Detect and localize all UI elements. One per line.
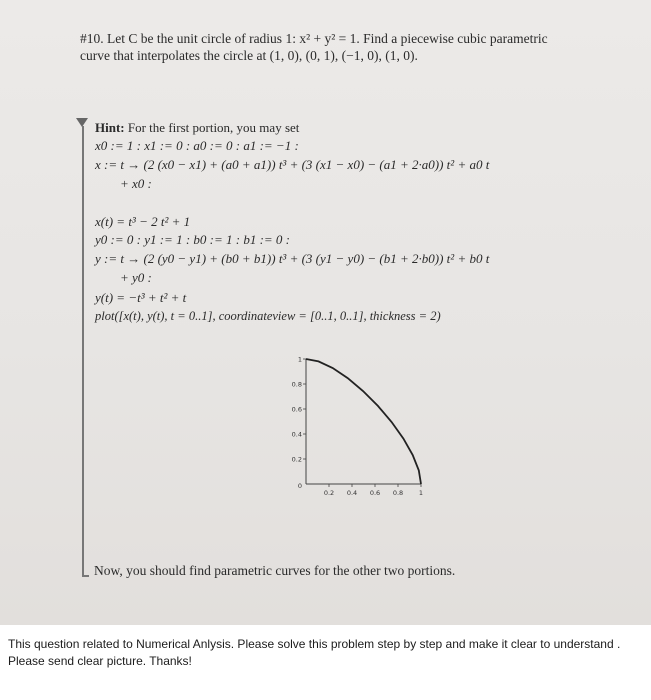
hint-label: Hint: xyxy=(95,120,125,135)
hint-line-8: y(t) = −t³ + t² + t xyxy=(95,290,187,305)
y-tick-label: 1 xyxy=(297,355,302,364)
x-tick-label: 0.2 xyxy=(323,489,335,497)
problem-line-1: #10. Let C be the unit circle of radius 1: x² + y² = 1. Find a piecewise cubic parametric xyxy=(80,31,548,46)
y-tick-label: 0.6 xyxy=(291,405,302,414)
closing-instruction: Now, you should find parametric curves for the other two portions. xyxy=(94,563,456,578)
series-line xyxy=(306,359,421,484)
hint-line-9: plot([x(t), y(t), t = 0..1], coordinateview = [0..1, 0..1], thickness = 2) xyxy=(95,309,441,323)
section-bracket xyxy=(82,126,89,577)
hint-intro: For the first portion, you may set xyxy=(124,120,300,135)
y-tick-label: 0.4 xyxy=(291,430,302,439)
parametric-plot xyxy=(288,352,438,500)
problem-statement xyxy=(80,30,640,64)
hint-line-7: + y0 : xyxy=(120,270,152,285)
problem-line-2: curve that interpolates the circle at (1, 0), (0, 1), (−1, 0), (1, 0). xyxy=(80,48,418,63)
hint-line-3: + x0 : xyxy=(120,176,152,191)
hint-line-6: y := t → (2 (y0 − y1) + (b0 + b1)) t³ + (3 (y1 − y0) − (b1 + 2·b0)) t² + b0 t xyxy=(95,251,490,266)
y-tick-label: 0.2 xyxy=(291,455,302,464)
x-tick-label: 0.6 xyxy=(369,489,381,497)
question-caption: This question related to Numerical Anlysis. Please solve this problem step by step and make it clear to understand . Please send clear picture. Thanks! xyxy=(8,637,621,668)
origin-label: 0 xyxy=(297,482,302,490)
hint-line-1: x0 := 1 : x1 := 0 : a0 := 0 : a1 := −1 : xyxy=(95,138,299,153)
x-tick-label: 1 xyxy=(418,489,424,497)
hint-line-2: x := t → (2 (x0 − x1) + (a0 + a1)) t³ + (3 (x1 − x0) − (a1 + 2·a0)) t² + a0 t xyxy=(95,157,490,172)
hint-line-4: x(t) = t³ − 2 t² + 1 xyxy=(95,214,191,229)
x-tick-label: 0.8 xyxy=(392,489,404,497)
hint-heading xyxy=(95,120,299,136)
y-tick-label: 0.8 xyxy=(291,380,302,389)
x-tick-label: 0.4 xyxy=(346,489,358,497)
hint-line-5: y0 := 0 : y1 := 1 : b0 := 1 : b1 := 0 : xyxy=(95,232,291,247)
